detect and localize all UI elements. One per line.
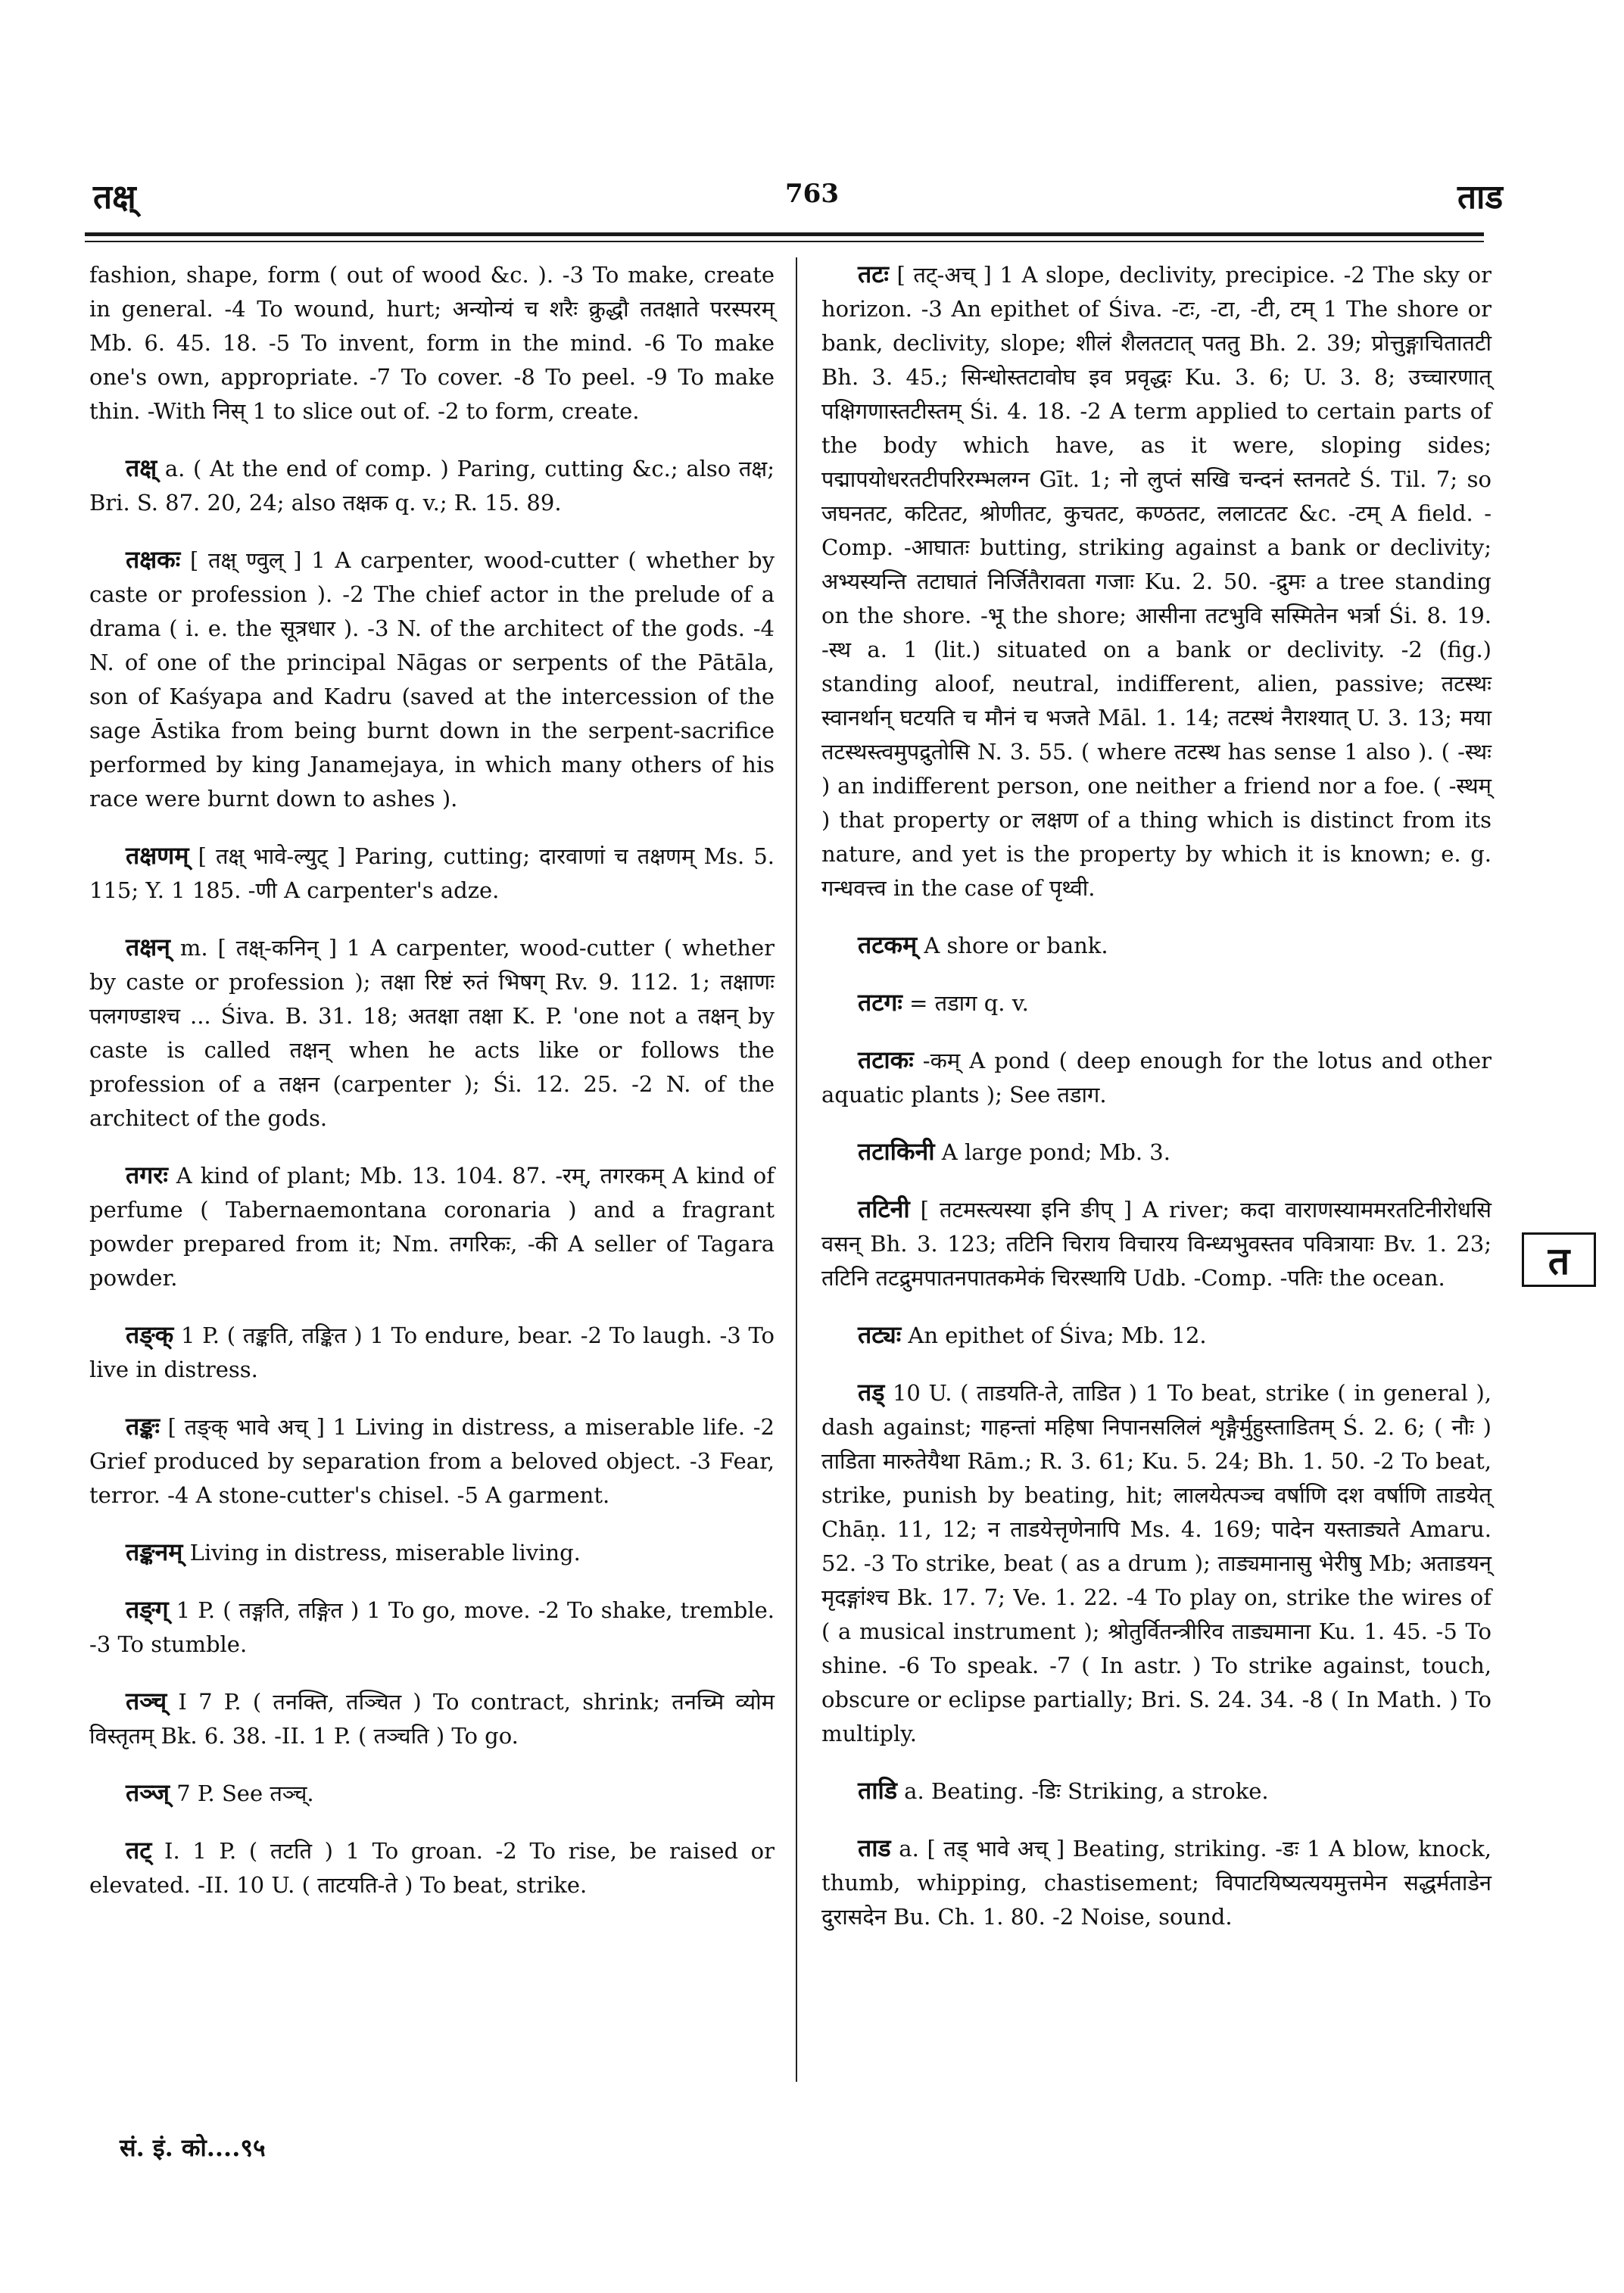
entry-definition: m. [ तक्ष्-कनिन् ] 1 A carpenter, wood-cutter ( whether by caste or profession ); तक्षा रिष्टं रुतं भिषग् Rv. 9. 112. 1; तक्षाणः पलगण्डाश्च ... Śiva. B. 31. 18; अतक्षा तक्षा K. P. 'one not a तक्षन् by caste is called तक्षन् when he acts like or follows the profession of a तक्षन (carpenter ); Śi. 12. 25. -2 N. of the architect of the gods. bbox=[89, 935, 775, 1131]
dictionary-entry bbox=[89, 257, 775, 428]
entry-definition: -कम् A pond ( deep enough for the lotus and other aquatic plants ); See तडाग. bbox=[821, 1048, 1492, 1108]
dictionary-entry bbox=[89, 543, 775, 816]
entry-definition: a. [ तड् भावे अच् ] Beating, striking. -डः 1 A blow, knock, thumb, whipping, chastisement; विपाटयिष्यत्ययमुत्तमेन सद्धर्मताडेन दुरासदेन Bu. Ch. 1. 80. -2 Noise, sound. bbox=[821, 1836, 1492, 1930]
dictionary-entry bbox=[89, 1776, 775, 1811]
dictionary-entry bbox=[821, 928, 1492, 963]
entry-headword: तटगः bbox=[858, 988, 902, 1017]
entry-definition: fashion, shape, form ( out of wood &c. ). -3 To make, create in general. -4 To wound, hurt; अन्योन्यं च शरैः क्रुद्धौ ततक्षाते परस्परम् Mb. 6. 45. 18. -5 To invent, form in the mind. -6 To make one's own, appropriate. -7 To cover. -8 To peel. -9 To make thin. -With निस् 1 to slice out of. -2 to form, create. bbox=[89, 262, 775, 424]
dictionary-entry bbox=[821, 1135, 1492, 1170]
dictionary-entry bbox=[89, 839, 775, 908]
entry-definition: A shore or bank. bbox=[924, 933, 1108, 958]
dictionary-entry bbox=[821, 986, 1492, 1020]
header-right-word: ताड bbox=[1457, 178, 1503, 217]
entry-definition: a. Beating. -डिः Striking, a stroke. bbox=[904, 1778, 1269, 1804]
signature-mark: सं. इं. को....९५ bbox=[120, 2133, 266, 2162]
entry-definition: [ तङ्क् भावे अच् ] 1 Living in distress, a miserable life. -2 Grief produced by separation from a beloved object. -3 Fear, terror. -4 A stone-cutter's chisel. -5 A garment. bbox=[89, 1414, 775, 1508]
dictionary-entry bbox=[89, 1318, 775, 1387]
entry-headword: तटिनी bbox=[858, 1195, 910, 1223]
entry-headword: तक्षन् bbox=[126, 933, 170, 961]
entry-headword: तटः bbox=[858, 260, 889, 288]
header-left-word: तक्ष् bbox=[93, 178, 136, 217]
entry-definition: A kind of plant; Mb. 13. 104. 87. -रम्, तगरकम् A kind of perfume ( Tabernaemontana coronaria ) and a fragrant powder prepared from it; Nm. तगरिकः, -की A seller of Tagara powder. bbox=[89, 1163, 775, 1291]
left-column bbox=[89, 257, 775, 1925]
entry-headword: तञ्ज् bbox=[126, 1778, 170, 1807]
dictionary-entry bbox=[821, 257, 1492, 905]
entry-definition: [ तटमस्त्यस्या इनि ङीप् ] A river; कदा वाराणस्याममरतटिनीरोधसि वसन् Bh. 3. 123; तटिनि चिराय विचारय विन्ध्यभुवस्तव पवित्रायाः Bv. 1. 23; तटिनि तटद्रुमपातनपातकमेकं चिरस्थायि Udb. -Comp. -पतिः the ocean. bbox=[821, 1197, 1492, 1291]
entry-definition: An epithet of Śiva; Mb. 12. bbox=[908, 1323, 1207, 1348]
page-number: 763 bbox=[785, 179, 839, 209]
entry-headword: तटाकिनी bbox=[858, 1137, 935, 1166]
entry-headword: तङ्कः bbox=[126, 1412, 160, 1441]
dictionary-entry bbox=[89, 1158, 775, 1295]
entry-definition: I 7 P. ( तनक्ति, तञ्चित ) To contract, shrink; तनच्मि व्योम विस्तृतम् Bk. 6. 38. -II. 1 P. ( तञ्चति ) To go. bbox=[89, 1689, 775, 1749]
entry-definition: [ तक्ष् भावे-ल्युट् ] Paring, cutting; दारवाणां च तक्षणम् Ms. 5. 115; Y. 1 185. -णी A carpenter's adze. bbox=[89, 843, 775, 903]
section-thumb-index: त bbox=[1522, 1232, 1596, 1287]
entry-headword: तट्यः bbox=[858, 1320, 902, 1349]
entry-headword: तटाकः bbox=[858, 1045, 914, 1074]
entry-headword: तटकम् bbox=[858, 930, 918, 959]
dictionary-entry bbox=[821, 1774, 1492, 1809]
entry-definition: I. 1 P. ( तटति ) 1 To groan. -2 To rise, be raised or elevated. -II. 10 U. ( ताटयति-ते ) To beat, strike. bbox=[89, 1838, 775, 1898]
dictionary-entry bbox=[821, 1318, 1492, 1353]
entry-headword: तक्ष् bbox=[126, 453, 157, 482]
dictionary-entry bbox=[89, 930, 775, 1136]
dictionary-entry bbox=[89, 451, 775, 520]
dictionary-entry bbox=[821, 1043, 1492, 1112]
header-rule-thin bbox=[85, 241, 1484, 242]
entry-definition: [ तक्ष् ण्वुल् ] 1 A carpenter, wood-cutter ( whether by caste or profession ). -2 The chief actor in the prelude of a drama ( i. e. the सूत्रधार ). -3 N. of the architect of the gods. -4 N. of one of the principal Nāgas or serpents of the Pātāla, son of Kaśyapa and Kadru (saved at the intercession of the sage Āstika from being burnt down in the serpent-sacrifice performed by king Janamejaya, in which many others of his race were burnt down to ashes ). bbox=[89, 547, 775, 812]
entry-headword: तड् bbox=[858, 1378, 885, 1407]
entry-definition: a. ( At the end of comp. ) Paring, cutting &c.; also तक्ष; Bri. S. 87. 20, 24; also तक्षक q. v.; R. 15. 89. bbox=[89, 456, 775, 516]
header-rule-thick bbox=[85, 232, 1484, 236]
entry-definition: 1 P. ( तङ्कति, तङ्कित ) 1 To endure, bear. -2 To laugh. -3 To live in distress. bbox=[89, 1323, 775, 1382]
entry-headword: तट् bbox=[126, 1836, 152, 1865]
entry-headword: तञ्च् bbox=[126, 1687, 167, 1715]
entry-headword: तगरः bbox=[126, 1161, 168, 1189]
entry-headword: तङ्ग् bbox=[126, 1595, 169, 1624]
dictionary-entry bbox=[89, 1410, 775, 1513]
dictionary-entry bbox=[89, 1593, 775, 1662]
dictionary-entry bbox=[821, 1831, 1492, 1934]
entry-definition: 10 U. ( ताडयति-ते, ताडित ) 1 To beat, strike ( in general ), dash against; गाहन्तां महिषा निपानसलिलं शृङ्गैर्मुहुस्ताडितम् Ś. 2. 6; ( नौः ) ताडिता मारुतेयैथा Rām.; R. 3. 61; Ku. 5. 24; Bh. 1. 50. -2 To beat, strike, punish by beating, hit; लालयेत्पञ्च वर्षाणि दश वर्षाणि ताडयेत् Chāṇ. 11, 12; न ताडयेत्तृणेनापि Ms. 4. 169; पादेन यस्ताड्यते Amaru. 52. -3 To strike, beat ( as a drum ); ताड्यमानासु भेरीषु Mb; अताडयन् मृदङ्गांश्च Bk. 17. 7; Ve. 1. 22. -4 To play on, strike the wires of ( a musical instrument ); श्रोतुर्वितन्त्रीरिव ताड्यमाना Ku. 1. 45. -5 To shine. -6 To speak. -7 ( In astr. ) To strike against, touch, obscure or eclipse partially; Bri. S. 24. 34. -8 ( In Math. ) To multiply. bbox=[821, 1380, 1492, 1746]
dictionary-entry bbox=[821, 1375, 1492, 1751]
entry-headword: ताडि bbox=[858, 1776, 897, 1805]
dictionary-entry bbox=[821, 1192, 1492, 1295]
entry-definition: [ तट्-अच् ] 1 A slope, declivity, precipice. -2 The sky or horizon. -3 An epithet of Śiva. -टः, -टा, -टी, टम् 1 The shore or bank, declivity, slope; शीलं शैलतटात् पततु Bh. 2. 39; प्रोत्तुङ्गाचितातटी Bh. 3. 45.; सिन्धोस्तटावोघ इव प्रवृद्धः Ku. 3. 6; U. 3. 8; उच्चारणात् पक्षिगणास्तटीस्तम् Śi. 4. 18. -2 A term applied to certain parts of the body which have, as it were, sloping sides; पद्मापयोधरतटीपरिरम्भलग्न Gīt. 1; नो लुप्तं सखि चन्दनं स्तनतटे Ś. Til. 7; so जघनतट, कटितट, श्रोणीतट, कुचतट, कण्ठतट, ललाटतट &c. -टम् A field. -Comp. -आघातः butting, striking against a bank or declivity; अभ्यस्यन्ति तटाघातं निर्जितैरावता गजाः Ku. 2. 50. -द्रुमः a tree standing on the shore. -भू the shore; आसीना तटभुवि सस्मितेन भर्त्रा Śi. 8. 19. -स्थ a. 1 (lit.) situated on a bank or declivity. -2 (fig.) standing aloof, neutral, indifferent, alien, passive; तटस्थः स्वानर्थान् घटयति च मौनं च भजते Māl. 1. 14; तटस्थं नैराश्यात् U. 3. 13; मया तटस्थस्त्वमुपद्रुतोसि N. 3. 55. ( where तटस्थ has sense 1 also ). ( -स्थः ) an indifferent person, one neither a friend nor a foe. ( -स्थम् ) that property or लक्षण of a thing which is distinct from its nature, and yet is the property by which it is known; e. g. गन्धवत्त्व in the case of पृथ्वी. bbox=[821, 262, 1492, 901]
entry-headword: तक्षणम् bbox=[126, 841, 189, 870]
entry-definition: 7 P. See तञ्च्. bbox=[176, 1781, 314, 1806]
entry-definition: = तडाग q. v. bbox=[909, 990, 1029, 1016]
entry-headword: तक्षकः bbox=[126, 545, 181, 574]
dictionary-entry bbox=[89, 1684, 775, 1753]
entry-headword: तङ्कनम् bbox=[126, 1537, 183, 1566]
entry-definition: Living in distress, miserable living. bbox=[189, 1540, 581, 1566]
entry-definition: A large pond; Mb. 3. bbox=[941, 1139, 1170, 1165]
entry-headword: ताड bbox=[858, 1833, 891, 1862]
right-column bbox=[821, 257, 1492, 1957]
column-divider bbox=[796, 257, 797, 2082]
dictionary-entry bbox=[89, 1535, 775, 1570]
entry-headword: तङ्क् bbox=[126, 1320, 174, 1349]
dictionary-entry bbox=[89, 1833, 775, 1902]
entry-definition: 1 P. ( तङ्गति, तङ्गित ) 1 To go, move. -2 To shake, tremble. -3 To stumble. bbox=[89, 1597, 775, 1657]
